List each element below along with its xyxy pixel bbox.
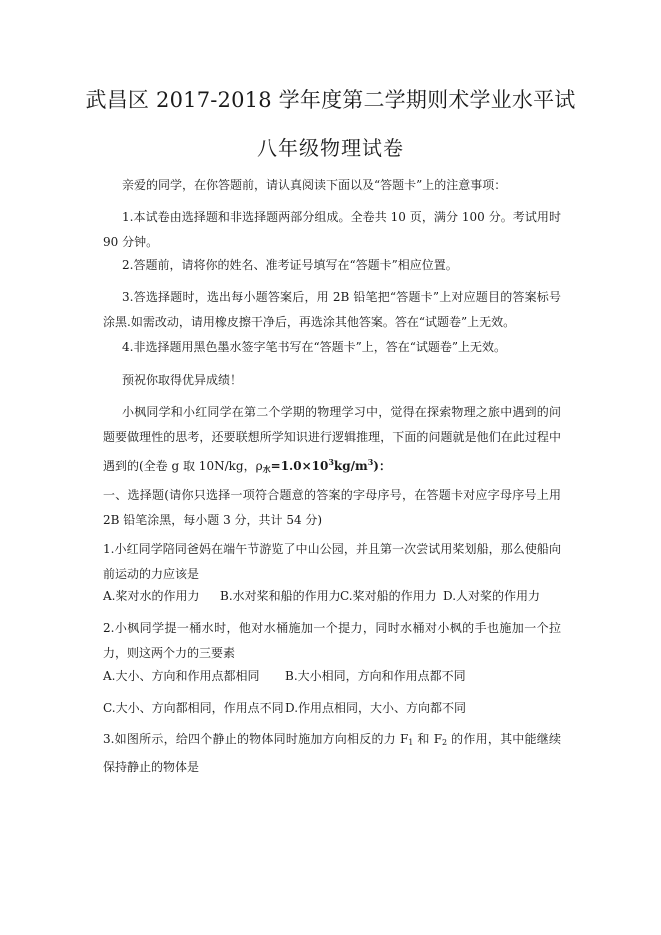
exam-title-line1: 武昌区 2017-2018 学年度第二学期则术学业水平试 bbox=[85, 88, 576, 112]
question-2-option-c: C.大小、方向都相同，作用点不同 bbox=[103, 701, 284, 715]
question-2-stem: 2.小枫同学提一桶水时，他对水桶施加一个提力，同时水桶对小枫的手也施加一个拉力，则这两个力的三要素 bbox=[103, 621, 561, 660]
notice-intro: 亲爱的同学，在你答题前，请认真阅读下面以及“答题卡”上的注意事项： bbox=[122, 178, 507, 192]
question-1-option-a: A.桨对水的作用力 bbox=[103, 589, 200, 603]
good-luck-wish: 预祝你取得优异成绩！ bbox=[122, 373, 243, 387]
story-tail: )： bbox=[373, 459, 391, 473]
section1-heading: 一、选择题(请你只选择一项符合题意的答案的字母序号，在答题卡对应字母序号上用 2B 铅笔涂黑，每小题 3 分，共计 54 分) bbox=[103, 488, 561, 527]
notice-item-2: 2.答题前，请将你的姓名、准考证号填写在“答题卡”相应位置。 bbox=[122, 258, 458, 272]
notice-item-1: 1.本试卷由选择题和非选择题两部分组成。全卷共 10 页，满分 100 分。考试用时 90 分钟。 bbox=[103, 210, 561, 249]
story-paragraph bbox=[103, 400, 561, 482]
rho-unit: kg/m bbox=[333, 459, 368, 473]
notice-item-3: 3.答选择题时，选出每小题答案后，用 2B 铅笔把“答题卡”上对应题目的答案标号涂黑.如需改动，请用橡皮擦干净后，再选涂其他答案。答在“试题卷”上无效。 bbox=[103, 290, 561, 329]
question-1-stem: 1.小红同学陪同爸妈在端午节游览了中山公园，并且第一次尝试用桨划船，那么使船向前运动的力应该是 bbox=[103, 542, 561, 581]
question-3-stem-before: 3.如图所示，给四个静止的物体同时施加方向相反的力 F bbox=[103, 732, 409, 746]
rho-unit-exponent: 3 bbox=[367, 457, 374, 467]
question-3-stem-after: 的作用，其中能继续保持静止的物体是 bbox=[103, 732, 561, 774]
rho-exponent: 3 bbox=[328, 457, 334, 467]
rho-symbol: ρ bbox=[255, 459, 263, 473]
rho-value: =1.0×10 bbox=[270, 459, 329, 473]
force-2-subscript: 2 bbox=[442, 738, 448, 747]
question-1-option-b: B.水对桨和船的作用力 bbox=[220, 589, 341, 603]
question-3-stem-mid: 和 F bbox=[413, 732, 443, 746]
force-1-subscript: 1 bbox=[408, 738, 414, 747]
rho-subscript: 水 bbox=[262, 464, 271, 474]
notice-item-4: 4.非选择题用黑色墨水签字笔书写在“答题卡”上，答在“试题卷”上无效。 bbox=[122, 340, 506, 354]
question-2-option-b: B.大小相同，方向和作用点都不同 bbox=[285, 669, 466, 683]
story-text: 小枫同学和小红同学在第二个学期的物理学习中，觉得在探索物理之旅中遇到的问题要做理性的思考，还要联想所学知识进行逻辑推理，下面的问题就是他们在此过程中遇到的(全卷 g 取 10N/kg， bbox=[103, 405, 561, 473]
question-3-stem bbox=[103, 727, 561, 780]
question-1-option-c: C.桨对船的作用力 bbox=[340, 589, 437, 603]
exam-title-line2: 八年级物理试卷 bbox=[257, 136, 404, 160]
question-2-option-d: D.作用点相同，大小、方向都不同 bbox=[285, 701, 467, 715]
question-1-option-d: D.人对桨的作用力 bbox=[443, 589, 541, 603]
question-2-option-a: A.大小、方向和作用点都相同 bbox=[103, 669, 260, 683]
